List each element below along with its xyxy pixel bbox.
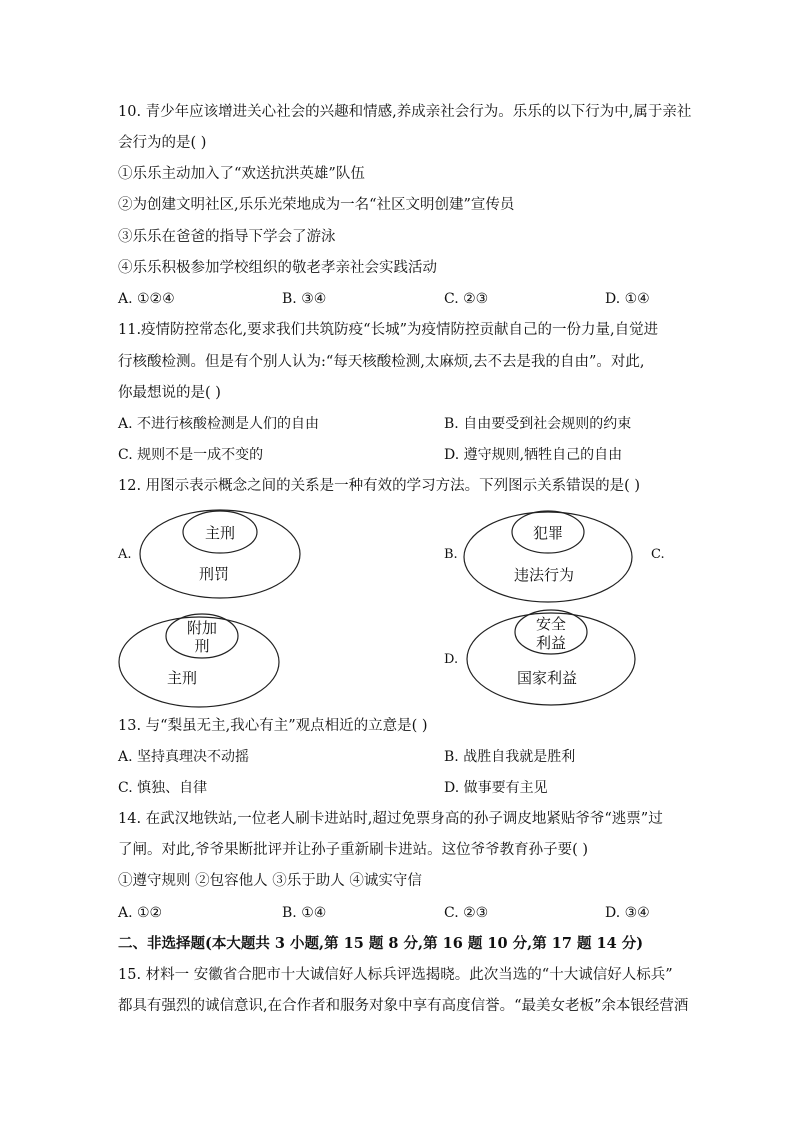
q11-option-c: C. 规则不是一成不变的	[118, 447, 264, 463]
diagram-b-inner-label: 犯罪	[532, 524, 564, 542]
q14-option-a: A. ①②	[118, 905, 163, 921]
q13-option-b: B. 战胜自我就是胜利	[444, 749, 576, 765]
diagram-c-inner-label-line1: 附加	[186, 619, 218, 637]
q15-line1: 15. 材料一 安徽省合肥市十大诚信好人标兵评选揭晓。此次当选的“十大诚信好人标兵”	[118, 967, 673, 983]
q14-stem-line2: 了闸。对此,爷爷果断批评并让孙子重新刷卡进站。这位爷爷教育孙子要( )	[118, 842, 589, 858]
q14-option-b: B. ①④	[282, 905, 327, 921]
diagram-c-outer-label: 主刑	[166, 669, 198, 687]
q10-stem-line1: 10. 青少年应该增进关心社会的兴趣和情感,养成亲社会行为。乐乐的以下行为中,属于亲社	[118, 104, 692, 120]
q10-item-2: ②为创建文明社区,乐乐光荣地成为一名“社区文明创建”宣传员	[118, 197, 515, 213]
diagram-a-outer-label: 刑罚	[198, 565, 230, 583]
q10-stem-line2: 会行为的是( )	[118, 135, 207, 151]
q10-option-d: D. ①④	[605, 291, 650, 307]
q11-stem-line2: 行核酸检测。但是有个别人认为:“每天核酸检测,太麻烦,去不去是我的自由”。对此,	[118, 354, 645, 370]
diagram-c	[119, 614, 279, 707]
q15-line2: 都具有强烈的诚信意识,在合作者和服务对象中享有高度信誉。“最美女老板”余本银经营酒	[118, 998, 689, 1014]
diagram-b	[464, 511, 632, 602]
q10-option-c: C. ②③	[444, 291, 489, 307]
q10-option-a: A. ①②④	[118, 291, 175, 307]
q12-label-c: C.	[651, 547, 665, 562]
q11-option-d: D. 遵守规则,牺牲自己的自由	[444, 447, 623, 463]
section2-heading: 二、非选择题(本大题共 3 小题,第 15 题 8 分,第 16 题 10 分,第 17 题 14 分)	[118, 935, 644, 952]
q11-stem-line1: 11.疫情防控常态化,要求我们共筑防疫“长城”为疫情防控贡献自己的一份力量,自觉进	[118, 322, 659, 338]
q11-option-a: A. 不进行核酸检测是人们的自由	[118, 416, 320, 432]
q12-label-b: B.	[444, 547, 458, 562]
q14-option-c: C. ②③	[444, 905, 489, 921]
diagram-b-outer-label: 违法行为	[513, 566, 575, 584]
diagram-a-inner-label: 主刑	[204, 524, 236, 542]
diagram-d	[467, 610, 635, 705]
diagram-d-outer-label: 国家利益	[516, 669, 578, 687]
q12-label-a: A.	[118, 547, 132, 562]
q11-stem-line3: 你最想说的是( )	[118, 385, 221, 401]
diagram-a	[140, 510, 300, 598]
q14-items: ①遵守规则 ②包容他人 ③乐于助人 ④诚实守信	[118, 873, 422, 889]
q12-label-d: D.	[444, 652, 459, 667]
diagram-d-inner-label-line2: 利益	[535, 634, 567, 652]
q13-option-c: C. 慎独、自律	[118, 780, 208, 796]
q13-option-a: A. 坚持真理决不动摇	[118, 749, 250, 765]
q10-item-1: ①乐乐主动加入了“欢送抗洪英雄”队伍	[118, 166, 365, 182]
q10-item-3: ③乐乐在爸爸的指导下学会了游泳	[118, 229, 336, 245]
q10-option-b: B. ③④	[282, 291, 327, 307]
diagram-d-inner-label-line1: 安全	[535, 615, 567, 633]
q12-diagrams	[0, 505, 794, 735]
q13-option-d: D. 做事要有主见	[444, 780, 548, 796]
q11-option-b: B. 自由要受到社会规则的约束	[444, 416, 632, 432]
diagram-c-inner-label-line2: 刑	[194, 637, 210, 655]
q14-option-d: D. ③④	[605, 905, 650, 921]
q12-stem: 12. 用图示表示概念之间的关系是一种有效的学习方法。下列图示关系错误的是( )	[118, 478, 641, 494]
q14-stem-line1: 14. 在武汉地铁站,一位老人刷卡进站时,超过免票身高的孙子调皮地紧贴爷爷“逃票”过	[118, 811, 663, 827]
q13-stem: 13. 与“梨虽无主,我心有主”观点相近的立意是( )	[118, 718, 428, 734]
q10-item-4: ④乐乐积极参加学校组织的敬老孝亲社会实践活动	[118, 260, 437, 276]
